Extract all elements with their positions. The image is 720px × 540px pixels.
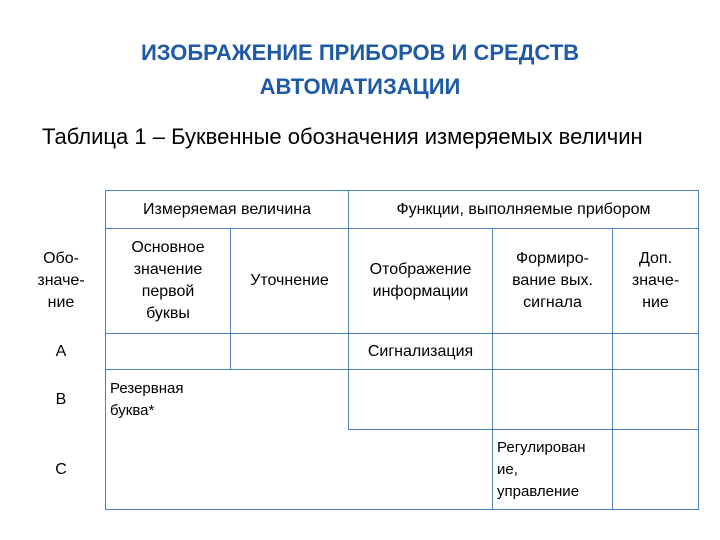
slide-title-line-2: АВТОМАТИЗАЦИИ bbox=[259, 74, 461, 99]
header-main-value: Основное значение первой буквы bbox=[131, 239, 205, 322]
row-a-display: Сигнализация bbox=[367, 342, 474, 360]
header-extra-value: Доп. значе- ние bbox=[631, 250, 680, 311]
table-caption: Таблица 1 – Буквенные обозначения измеряемых величин bbox=[42, 124, 643, 149]
slide-title bbox=[0, 36, 720, 104]
row-c-output-signal: Регулирован ие, управление bbox=[497, 438, 586, 500]
table-border-line bbox=[105, 509, 699, 510]
header-designation: Обо- значе- ние bbox=[37, 250, 85, 311]
row-b-main-value: Резервная буква* bbox=[110, 379, 184, 419]
row-letter-b: B bbox=[55, 390, 67, 408]
slide-title-line-1: ИЗОБРАЖЕНИЕ ПРИБОРОВ И СРЕДСТВ bbox=[140, 40, 580, 65]
header-output-signal: Формиро- вание вых. сигнала bbox=[512, 250, 593, 311]
header-clarification: Уточнение bbox=[250, 272, 329, 289]
header-functions: Функции, выполняемые прибором bbox=[396, 200, 651, 218]
table-border-line bbox=[698, 190, 699, 510]
header-measured-value: Измеряемая величина bbox=[143, 200, 311, 218]
row-letter-c: C bbox=[55, 460, 67, 478]
header-display: Отображение информации bbox=[369, 261, 472, 300]
row-letter-a: A bbox=[55, 342, 67, 360]
